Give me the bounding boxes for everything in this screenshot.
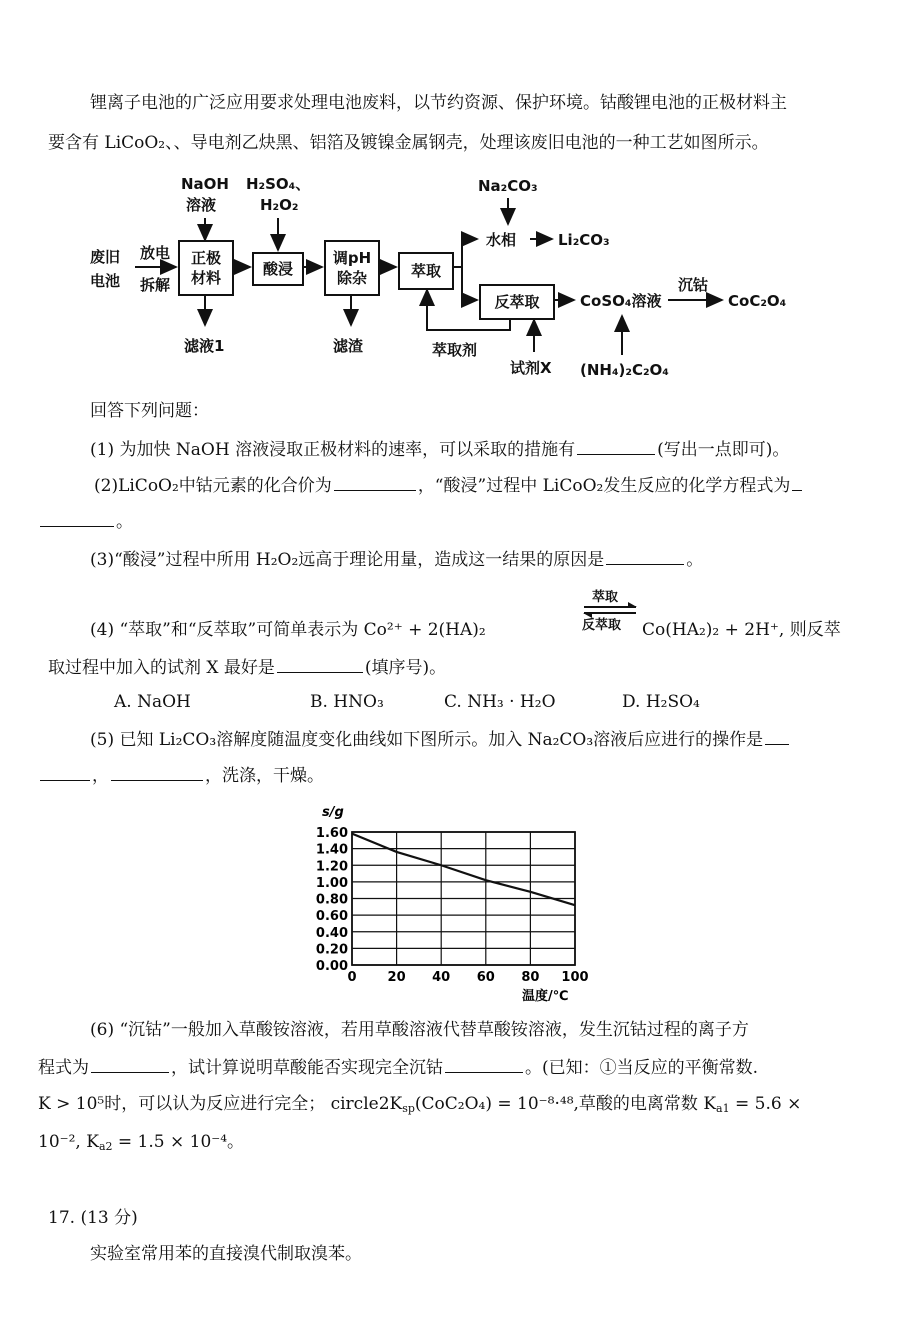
question-2 bbox=[94, 472, 804, 498]
question-17-title: 17. (13 分) bbox=[48, 1208, 138, 1228]
question-1 bbox=[90, 436, 789, 462]
chart-x-ticks bbox=[347, 970, 588, 985]
chart-ytick-label: 0.60 bbox=[315, 909, 348, 925]
question-6-text-e: K > 10⁵时，可以认为反应进行完全； circle2K bbox=[38, 1094, 403, 1114]
chart-grid bbox=[352, 832, 575, 965]
answer-blank-6a[interactable] bbox=[91, 1054, 169, 1073]
answer-blank-4[interactable] bbox=[277, 654, 363, 673]
flow-box-acid-leach bbox=[252, 252, 304, 286]
equilibrium-arrow-bottom: 反萃取 bbox=[582, 618, 622, 633]
flow-box-cathode bbox=[178, 240, 234, 296]
question-1-tail: (写出一点即可)。 bbox=[657, 440, 790, 460]
flow-box-acid-leach-label: 酸浸 bbox=[262, 260, 293, 278]
question-5-tail: ，洗涤，干燥。 bbox=[205, 766, 324, 786]
question-3-text: (3)“酸浸”过程中所用 H₂O₂远高于理论用量，造成这一结果的原因是 bbox=[90, 550, 605, 570]
question-6-sub-sp: sp bbox=[402, 1102, 415, 1115]
flow-box-ph bbox=[324, 240, 380, 296]
chart-ytick-label: 0.20 bbox=[315, 942, 348, 958]
chart-xtick-label: 100 bbox=[561, 970, 589, 985]
question-6-sub-a1: a1 bbox=[716, 1102, 730, 1115]
answer-blank-5a-start[interactable] bbox=[765, 726, 789, 745]
flow-acid-line1: H₂SO₄、 bbox=[246, 175, 311, 193]
answer-blank-1[interactable] bbox=[577, 436, 655, 455]
question-5-cont bbox=[38, 762, 324, 788]
question-4-line1b bbox=[642, 618, 841, 642]
flow-box-ph-line2: 除杂 bbox=[336, 269, 367, 287]
chart-ytick-label: 1.40 bbox=[315, 842, 348, 858]
question-2-cont bbox=[38, 508, 133, 534]
question-6-text-f: 10⁻², K bbox=[38, 1132, 99, 1152]
chart-ytick-label: 1.00 bbox=[315, 875, 348, 891]
chart-ytick-label: 1.20 bbox=[315, 859, 348, 875]
question-4-text: (4) “萃取”和“反萃取”可简单表示为 Co²⁺ + 2(HA)₂ bbox=[90, 620, 486, 640]
question-4-line2 bbox=[48, 654, 446, 680]
flow-extractant: 萃取剂 bbox=[432, 341, 478, 359]
chart-xtick-label: 80 bbox=[521, 970, 540, 985]
flow-na2co3: Na₂CO₃ bbox=[478, 177, 538, 195]
chart-xlabel: 温度/℃ bbox=[522, 989, 569, 1004]
flow-residue: 滤渣 bbox=[333, 337, 364, 355]
answer-blank-5b[interactable] bbox=[111, 762, 203, 781]
question-2-tail: 。 bbox=[116, 512, 133, 532]
question-6-text-e2: (CoC₂O₄) = 10⁻⁸·⁴⁸,草酸的电离常数 K bbox=[414, 1094, 717, 1114]
chart-series bbox=[352, 834, 575, 905]
question-6-text-f2: = 1.5 × 10⁻⁴。 bbox=[112, 1132, 245, 1152]
flow-naoh-line1: NaOH bbox=[181, 175, 229, 193]
flow-precipitate: 沉钴 bbox=[678, 276, 709, 294]
chart-series-line bbox=[352, 834, 575, 905]
equilibrium-arrow-top: 萃取 bbox=[592, 590, 619, 605]
question-6-text-c: ，试计算说明草酸能否实现完全沉钴 bbox=[171, 1058, 443, 1078]
answer-blank-2b-start[interactable] bbox=[792, 472, 802, 491]
flow-reagent-x: 试剂X bbox=[510, 359, 552, 377]
flow-box-extraction-label: 萃取 bbox=[410, 262, 441, 280]
question-3-tail: 。 bbox=[686, 550, 704, 570]
answer-blank-5a[interactable] bbox=[40, 762, 90, 781]
chart-ytick-label: 0.80 bbox=[315, 892, 348, 908]
question-6-text-b: 程式为 bbox=[38, 1058, 89, 1078]
flow-step1-line1: 放电 bbox=[140, 244, 171, 262]
flow-acid-line2: H₂O₂ bbox=[260, 196, 299, 214]
answer-blank-2a[interactable] bbox=[334, 472, 416, 491]
chart-xtick-label: 40 bbox=[432, 970, 451, 985]
option-d[interactable]: D. H₂SO₄ bbox=[622, 692, 700, 712]
chart-xtick-label: 20 bbox=[387, 970, 406, 985]
flow-start-line1: 废旧 bbox=[90, 248, 121, 266]
flow-box-cathode-line2: 材料 bbox=[190, 269, 221, 287]
question-6-text-d: 。(已知：①当反应的平衡常数. bbox=[525, 1058, 759, 1078]
flow-step1-line2: 拆解 bbox=[140, 276, 171, 294]
question-17-text: 实验室常用苯的直接溴代制取溴苯。 bbox=[90, 1244, 362, 1264]
intro-line-1: 锂离子电池的广泛应用要求处理电池废料，以节约资源、保护环境。钴酸锂电池的正极材料主 bbox=[90, 93, 787, 113]
flow-box-cathode-line1: 正极 bbox=[190, 249, 221, 267]
flow-naoh-line2: 溶液 bbox=[186, 196, 217, 214]
chart-ylabel: s/g bbox=[322, 805, 344, 820]
flow-box-back-extraction-label: 反萃取 bbox=[494, 293, 540, 311]
flow-box-back-extraction bbox=[479, 284, 555, 320]
flow-coso4: CoSO₄溶液 bbox=[580, 292, 662, 310]
equilibrium-arrow bbox=[580, 586, 640, 632]
questions-intro: 回答下列问题： bbox=[90, 401, 209, 421]
question-6-sub-a2: a2 bbox=[98, 1140, 113, 1153]
flow-coc2o4: CoC₂O₄ bbox=[728, 292, 787, 310]
chart-ytick-label: 1.60 bbox=[315, 826, 348, 841]
answer-blank-3[interactable] bbox=[606, 546, 684, 565]
question-6-text: (6) “沉钴”一般加入草酸铵溶液，若用草酸溶液代替草酸铵溶液，发生沉钴过程的离子方 bbox=[90, 1020, 749, 1040]
question-4-tail: (填序号)。 bbox=[364, 658, 447, 678]
question-3 bbox=[90, 546, 703, 572]
question-6-line4 bbox=[38, 1130, 244, 1154]
option-b[interactable]: B. HNO₃ bbox=[310, 692, 384, 712]
question-6-line2 bbox=[38, 1054, 758, 1080]
option-c[interactable]: C. NH₃ · H₂O bbox=[444, 692, 556, 712]
chart-ytick-label: 0.40 bbox=[315, 925, 348, 941]
question-5-sep: ， bbox=[92, 766, 109, 786]
option-a[interactable]: A. NaOH bbox=[114, 692, 191, 712]
question-4-text-c: 取过程中加入的试剂 X 最好是 bbox=[48, 658, 275, 678]
flow-box-ph-line1: 调pH bbox=[332, 249, 372, 267]
question-6-line1 bbox=[90, 1018, 749, 1042]
solubility-chart bbox=[300, 800, 600, 1006]
chart-y-ticks bbox=[316, 826, 348, 974]
answer-blank-6b[interactable] bbox=[445, 1054, 523, 1073]
chart-xtick-label: 60 bbox=[476, 970, 495, 985]
flow-box-extraction bbox=[398, 252, 454, 290]
chart-xtick-label: 0 bbox=[347, 970, 357, 985]
question-4-text-b: Co(HA₂)₂ + 2H⁺, 则反萃 bbox=[642, 620, 841, 640]
chart-ytick-label: 0.00 bbox=[315, 959, 348, 974]
flow-water-phase: 水相 bbox=[486, 231, 517, 249]
flow-oxalate: (NH₄)₂C₂O₄ bbox=[580, 361, 669, 379]
intro-line-2: 要含有 LiCoO₂、、导电剂乙炔黑、铝箔及镀镍金属钢壳，处理该废旧电池的一种工艺如图所示。 bbox=[48, 133, 769, 153]
question-5-text: (5) 已知 Li₂CO₃溶解度随温度变化曲线如下图所示。加入 Na₂CO₃溶液后应进行的操作是 bbox=[90, 730, 764, 750]
question-2-text: (2)LiCoO₂中钴元素的化合价为 bbox=[94, 476, 332, 496]
question-6-text-e3: = 5.6 × bbox=[729, 1094, 802, 1114]
flow-filtrate1: 滤液1 bbox=[184, 337, 225, 355]
answer-blank-2b[interactable] bbox=[40, 508, 114, 527]
question-4-line1 bbox=[90, 618, 486, 642]
flow-start-line2: 电池 bbox=[90, 272, 121, 290]
question-5 bbox=[90, 726, 791, 752]
flow-li2co3: Li₂CO₃ bbox=[558, 231, 610, 249]
question-6-line3 bbox=[38, 1092, 801, 1116]
question-1-text: (1) 为加快 NaOH 溶液浸取正极材料的速率，可以采取的措施有 bbox=[90, 440, 576, 460]
question-2-text-b: ，“酸浸”过程中 LiCoO₂发生反应的化学方程式为 bbox=[417, 476, 791, 496]
